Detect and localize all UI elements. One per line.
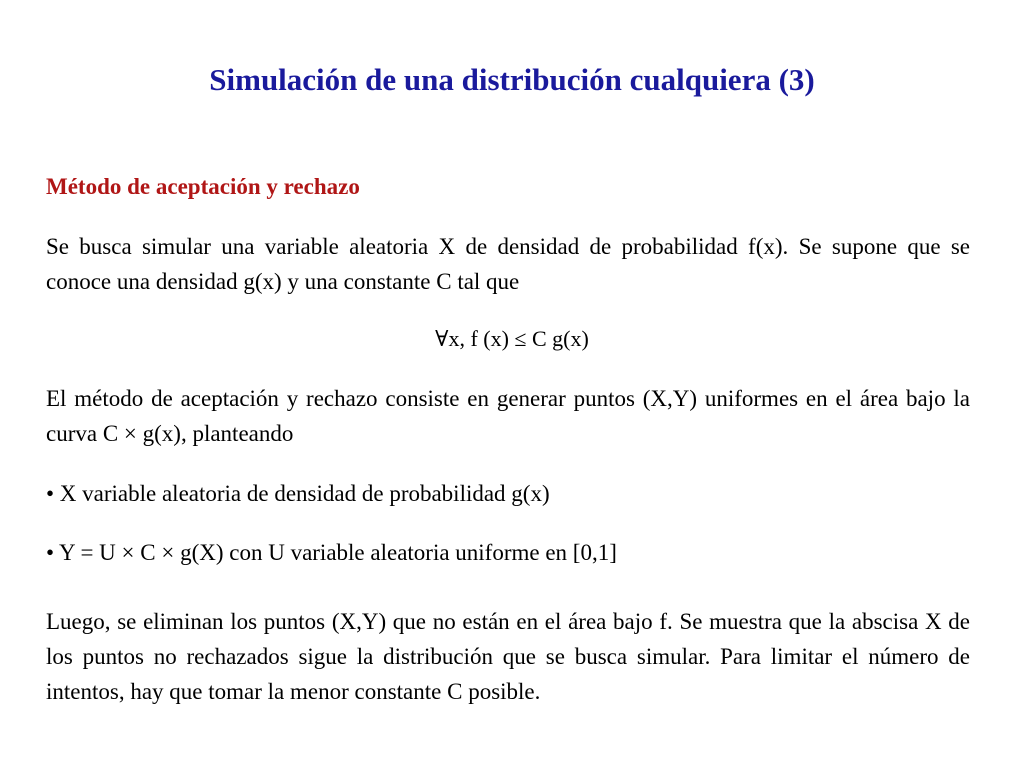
paragraph-intro: Se busca simular una variable aleatoria X de densidad de probabilidad f(x). Se supone que se conoce una densidad g(x) y una constante C tal que [46,234,970,294]
bullet-item-y: • Y = U × C × g(X) con U variable aleatoria uniforme en [0,1] [46,540,617,565]
section-subtitle: Método de aceptación y rechazo [46,174,360,199]
bullet-item-x: • X variable aleatoria de densidad de probabilidad g(x) [46,481,550,506]
formula: ∀x, f (x) ≤ C g(x) [435,326,589,351]
paragraph-conclusion: Luego, se eliminan los puntos (X,Y) que no están en el área bajo f. Se muestra que la abscisa X de los puntos no rechazados sigue la distribución que se busca simular. Para limitar el número de intentos, hay que tomar la menor constante C posible. [46,609,970,704]
slide-title: Simulación de una distribución cualquiera (3) [209,62,815,97]
paragraph-method: El método de aceptación y rechazo consiste en generar puntos (X,Y) uniformes en el área bajo la curva C × g(x), planteando [46,386,970,446]
